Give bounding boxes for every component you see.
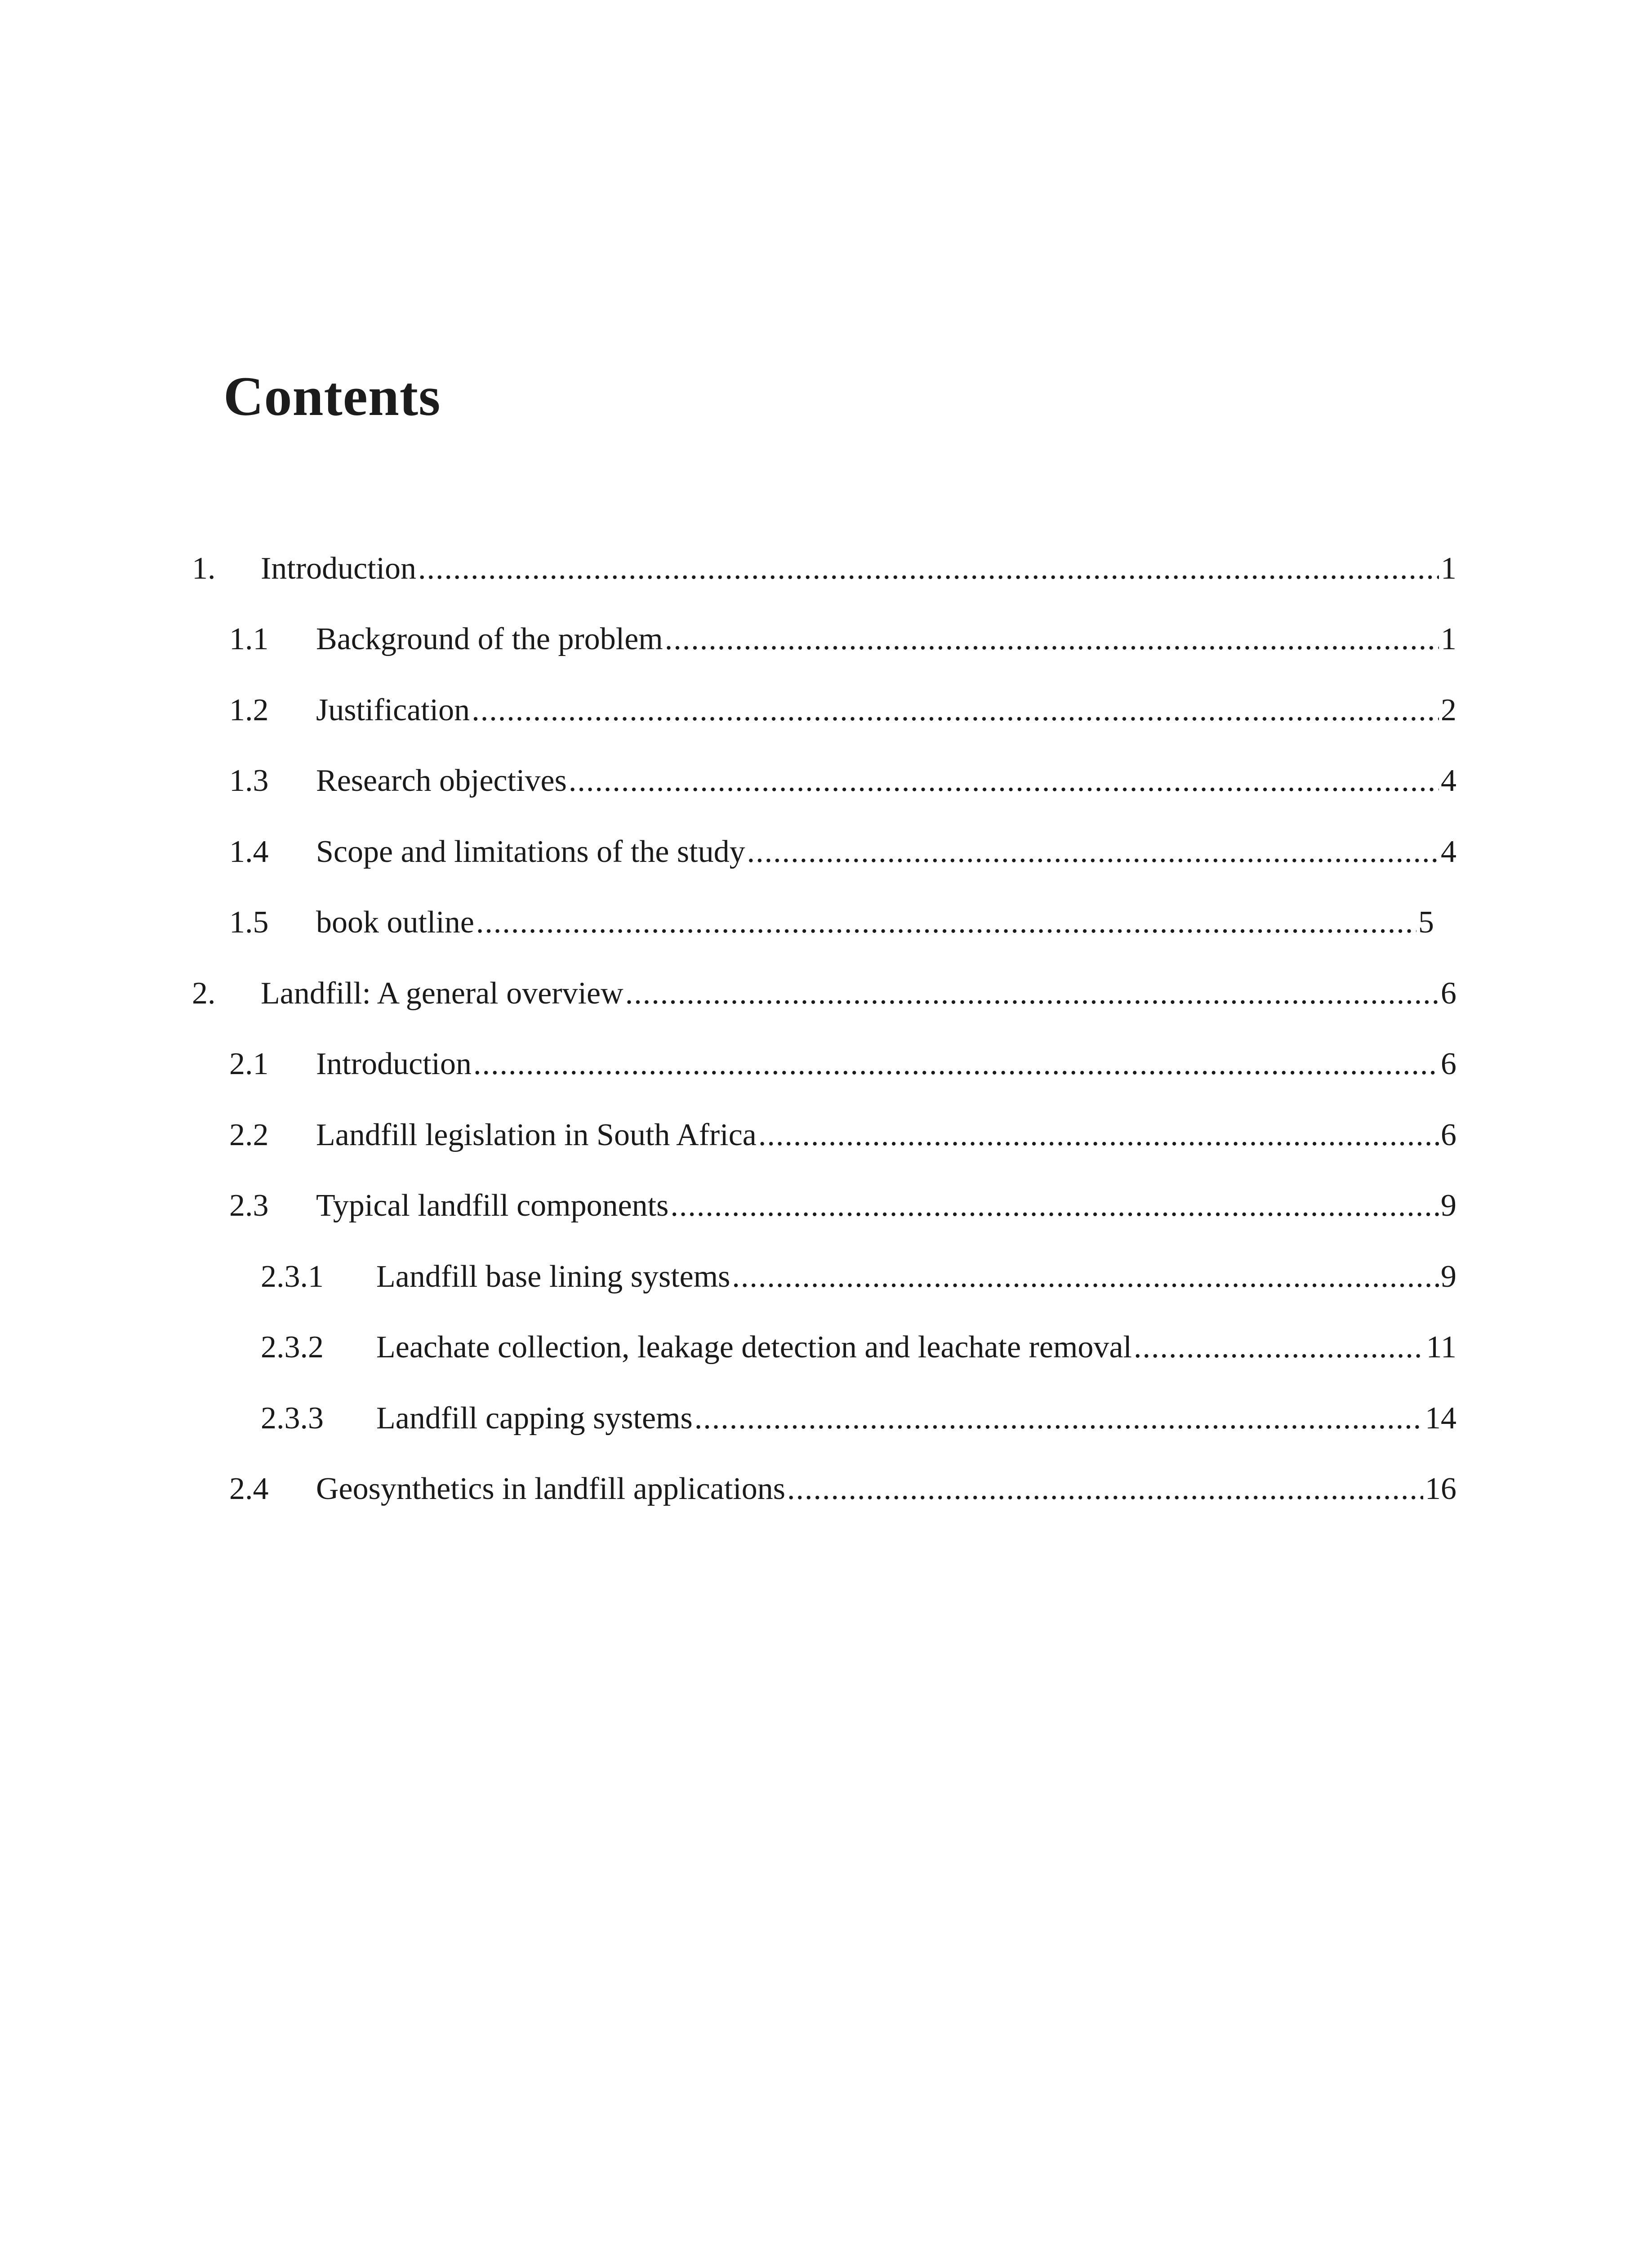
dot-leader bbox=[472, 695, 1439, 726]
page-title: Contents bbox=[223, 366, 441, 427]
toc-entry-number: 2.4 bbox=[229, 1472, 269, 1506]
toc-entry-page: 2 bbox=[1441, 693, 1456, 727]
dot-leader bbox=[625, 978, 1439, 1009]
toc-entry-title: Landfill legislation in South Africa bbox=[316, 1118, 757, 1152]
toc-entry-title: Landfill base lining systems bbox=[376, 1259, 730, 1294]
toc-entry-title: Leachate collection, leakage detection and leachate removal bbox=[376, 1330, 1132, 1365]
dot-leader bbox=[732, 1261, 1439, 1293]
toc-entry-number: 1.4 bbox=[229, 834, 269, 869]
dot-leader bbox=[787, 1473, 1423, 1505]
toc-entry-page: 4 bbox=[1441, 834, 1456, 869]
dot-leader bbox=[758, 1120, 1439, 1151]
toc-entry-title: Justification bbox=[316, 693, 470, 727]
toc-entry-page: 4 bbox=[1441, 763, 1456, 798]
toc-entry-page: 6 bbox=[1441, 1118, 1456, 1152]
toc-entry-title: Landfill: A general overview bbox=[261, 976, 623, 1011]
toc-entry-page: 11 bbox=[1426, 1330, 1456, 1365]
toc-entry-1-2[interactable] bbox=[229, 681, 1456, 726]
toc-entry-number: 2.1 bbox=[229, 1047, 269, 1081]
toc-entry-number: 2.3.1 bbox=[261, 1259, 324, 1294]
toc-entry-2-2[interactable] bbox=[229, 1106, 1456, 1151]
toc-entry-title: Scope and limitations of the study bbox=[316, 834, 745, 869]
toc-entry-title: Geosynthetics in landfill applications bbox=[316, 1472, 785, 1506]
toc-entry-2-3[interactable] bbox=[229, 1177, 1456, 1222]
toc-entry-title: Research objectives bbox=[316, 763, 567, 798]
dot-leader bbox=[473, 1048, 1439, 1080]
dot-leader bbox=[695, 1403, 1423, 1434]
toc-entry-2[interactable] bbox=[192, 964, 1456, 1009]
toc-entry-page: 1 bbox=[1441, 551, 1456, 586]
toc-entry-page: 9 bbox=[1441, 1188, 1456, 1223]
toc-entry-page: 9 bbox=[1441, 1259, 1456, 1294]
toc-entry-title: book outline bbox=[316, 905, 474, 940]
toc-entry-title: Background of the problem bbox=[316, 622, 663, 656]
toc-entry-page: 1 bbox=[1441, 622, 1456, 656]
toc-entry-number: 2.3.3 bbox=[261, 1401, 324, 1436]
dot-leader bbox=[418, 553, 1439, 584]
toc-entry-number: 2.2 bbox=[229, 1118, 269, 1152]
toc-entry-number: 1.3 bbox=[229, 763, 269, 798]
toc-entry-title: Introduction bbox=[316, 1047, 472, 1081]
dot-leader bbox=[569, 765, 1439, 797]
toc-entry-1-1[interactable] bbox=[229, 610, 1456, 655]
toc-entry-2-4[interactable] bbox=[229, 1460, 1456, 1505]
toc-entry-2-1[interactable] bbox=[229, 1035, 1456, 1080]
toc-entry-page: 6 bbox=[1441, 1047, 1456, 1081]
dot-leader bbox=[476, 907, 1416, 938]
dot-leader bbox=[665, 624, 1439, 655]
toc-entry-title: Introduction bbox=[261, 551, 417, 586]
toc-entry-page: 14 bbox=[1425, 1401, 1456, 1436]
toc-entry-number: 2.3 bbox=[229, 1188, 269, 1223]
toc-entry-number: 1.1 bbox=[229, 622, 269, 656]
toc-entry-2-3-2[interactable] bbox=[261, 1318, 1456, 1363]
toc-entry-number: 1. bbox=[192, 551, 216, 586]
dot-leader bbox=[670, 1190, 1439, 1222]
toc-entry-page: 6 bbox=[1441, 976, 1456, 1011]
toc-entry-2-3-1[interactable] bbox=[261, 1248, 1456, 1293]
toc-entry-number: 1.2 bbox=[229, 693, 269, 727]
toc-entry-number: 1.5 bbox=[229, 905, 269, 940]
toc-entry-1-4[interactable] bbox=[229, 823, 1456, 868]
toc-entry-1[interactable] bbox=[192, 540, 1456, 584]
toc-entry-number: 2. bbox=[192, 976, 216, 1011]
toc-entry-number: 2.3.2 bbox=[261, 1330, 324, 1365]
toc-entry-1-5[interactable] bbox=[229, 893, 1434, 938]
dot-leader bbox=[1134, 1332, 1425, 1363]
toc-entry-title: Typical landfill components bbox=[316, 1188, 669, 1223]
toc-entry-2-3-3[interactable] bbox=[261, 1389, 1456, 1434]
toc-entry-1-3[interactable] bbox=[229, 752, 1456, 797]
toc-entry-page: 16 bbox=[1425, 1472, 1456, 1506]
toc-entry-title: Landfill capping systems bbox=[376, 1401, 693, 1436]
dot-leader bbox=[747, 836, 1439, 868]
toc-entry-page: 5 bbox=[1418, 905, 1434, 940]
